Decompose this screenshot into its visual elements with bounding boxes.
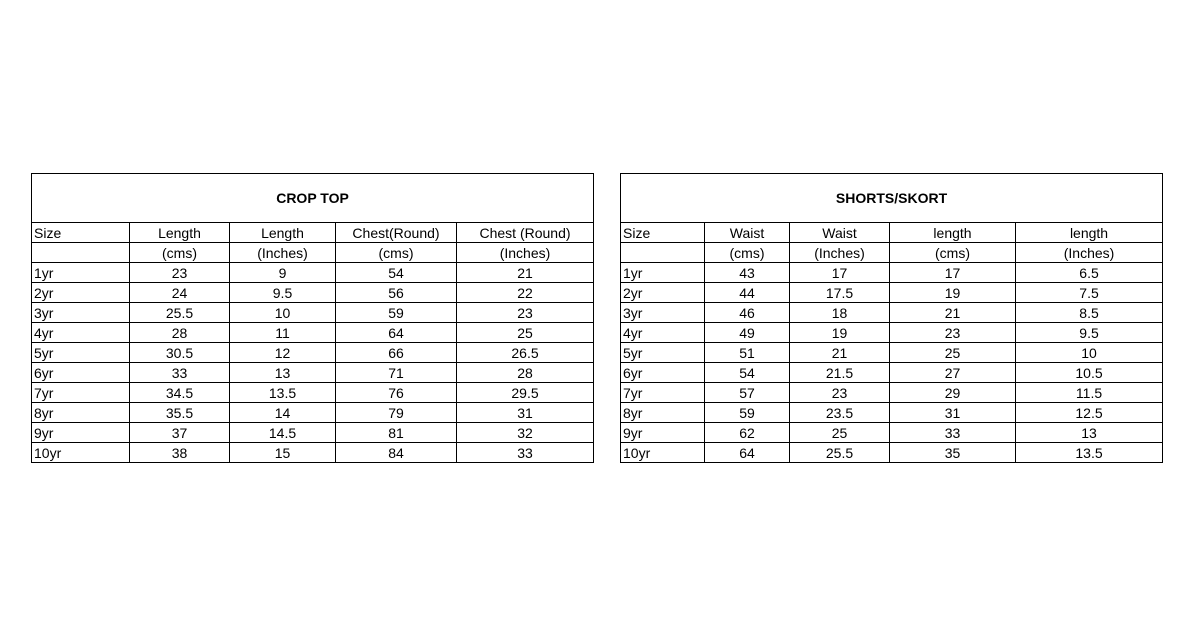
table-cell: 17	[890, 263, 1016, 283]
table-cell: 19	[790, 323, 890, 343]
header-row	[32, 223, 594, 243]
table-cell: 46	[705, 303, 790, 323]
table-cell: 8.5	[1016, 303, 1163, 323]
table-cell: 84	[336, 443, 457, 463]
table-cell: Waist	[790, 223, 890, 243]
crop-top-title: CROP TOP	[32, 174, 594, 223]
table-row	[621, 383, 1163, 403]
table-cell: 23	[890, 323, 1016, 343]
table-cell: 35	[890, 443, 1016, 463]
table-cell: 62	[705, 423, 790, 443]
table-cell: 76	[336, 383, 457, 403]
table-cell: 26.5	[457, 343, 594, 363]
table-cell: 33	[890, 423, 1016, 443]
table-cell: Chest(Round)	[336, 223, 457, 243]
table-row	[32, 363, 594, 383]
table-cell: 31	[890, 403, 1016, 423]
table-cell: (cms)	[890, 243, 1016, 263]
table-cell: 21	[790, 343, 890, 363]
header-units-row	[32, 243, 594, 263]
table-cell: 15	[230, 443, 336, 463]
table-cell: 71	[336, 363, 457, 383]
size-cell: 4yr	[32, 323, 130, 343]
size-cell: 9yr	[32, 423, 130, 443]
table-cell: (cms)	[705, 243, 790, 263]
table-row	[32, 423, 594, 443]
size-cell: 8yr	[621, 403, 705, 423]
table-cell: 59	[336, 303, 457, 323]
table-cell: 59	[705, 403, 790, 423]
table-cell: Chest (Round)	[457, 223, 594, 243]
table-cell: (cms)	[336, 243, 457, 263]
table-cell: 22	[457, 283, 594, 303]
table-row	[32, 283, 594, 303]
header-units-row	[621, 243, 1163, 263]
table-cell: 17.5	[790, 283, 890, 303]
table-cell: 10	[230, 303, 336, 323]
table-row	[621, 323, 1163, 343]
size-cell: 5yr	[621, 343, 705, 363]
table-cell: 10	[1016, 343, 1163, 363]
table-cell: 33	[457, 443, 594, 463]
table-cell: 29.5	[457, 383, 594, 403]
size-cell: 2yr	[32, 283, 130, 303]
table-cell: (Inches)	[790, 243, 890, 263]
size-cell: 2yr	[621, 283, 705, 303]
table-cell: 24	[130, 283, 230, 303]
table-cell: 34.5	[130, 383, 230, 403]
table-row	[621, 263, 1163, 283]
size-cell: 10yr	[32, 443, 130, 463]
table-cell: 9	[230, 263, 336, 283]
table-cell: 21.5	[790, 363, 890, 383]
table-cell: 10.5	[1016, 363, 1163, 383]
table-cell: 23	[790, 383, 890, 403]
table-row	[32, 263, 594, 283]
size-cell: Size	[32, 223, 130, 243]
table-cell: 31	[457, 403, 594, 423]
table-cell: 11.5	[1016, 383, 1163, 403]
shorts-skort-size-table	[620, 173, 1163, 463]
table-row	[621, 403, 1163, 423]
table-cell: 43	[705, 263, 790, 283]
size-cell: 1yr	[621, 263, 705, 283]
table-cell: 33	[130, 363, 230, 383]
table-cell: 7.5	[1016, 283, 1163, 303]
table-row	[621, 343, 1163, 363]
table-cell: 30.5	[130, 343, 230, 363]
table-cell: 44	[705, 283, 790, 303]
table-cell: 28	[130, 323, 230, 343]
table-cell: 51	[705, 343, 790, 363]
table-cell: 23.5	[790, 403, 890, 423]
table-cell: 81	[336, 423, 457, 443]
size-cell: 7yr	[32, 383, 130, 403]
table-cell: 28	[457, 363, 594, 383]
table-cell: (Inches)	[230, 243, 336, 263]
size-cell	[32, 243, 130, 263]
table-cell: 27	[890, 363, 1016, 383]
table-row	[621, 423, 1163, 443]
table-cell: Waist	[705, 223, 790, 243]
table-cell: length	[890, 223, 1016, 243]
table-cell: (Inches)	[1016, 243, 1163, 263]
table-cell: 23	[130, 263, 230, 283]
size-cell: 6yr	[32, 363, 130, 383]
size-cell: 6yr	[621, 363, 705, 383]
table-cell: 57	[705, 383, 790, 403]
table-cell: 13.5	[230, 383, 336, 403]
table-cell: 21	[890, 303, 1016, 323]
crop-top-size-table	[31, 173, 594, 463]
table-cell: 12.5	[1016, 403, 1163, 423]
header-row	[621, 223, 1163, 243]
table-cell: 25	[890, 343, 1016, 363]
table-row	[32, 403, 594, 423]
size-cell: 9yr	[621, 423, 705, 443]
size-cell	[621, 243, 705, 263]
size-cell: 10yr	[621, 443, 705, 463]
table-cell: 29	[890, 383, 1016, 403]
table-cell: 35.5	[130, 403, 230, 423]
table-row	[32, 303, 594, 323]
table-row	[32, 343, 594, 363]
table-cell: 14.5	[230, 423, 336, 443]
table-cell: 54	[705, 363, 790, 383]
table-row	[621, 363, 1163, 383]
table-cell: 17	[790, 263, 890, 283]
size-cell: 5yr	[32, 343, 130, 363]
table-cell: Length	[230, 223, 336, 243]
size-cell: 4yr	[621, 323, 705, 343]
table-cell: 19	[890, 283, 1016, 303]
table-cell: 25	[457, 323, 594, 343]
size-cell: 3yr	[32, 303, 130, 323]
table-cell: (Inches)	[457, 243, 594, 263]
size-cell: Size	[621, 223, 705, 243]
table-cell: Length	[130, 223, 230, 243]
table-cell: 49	[705, 323, 790, 343]
table-cell: 32	[457, 423, 594, 443]
table-cell: 54	[336, 263, 457, 283]
table-row	[32, 443, 594, 463]
table-row	[32, 323, 594, 343]
size-cell: 8yr	[32, 403, 130, 423]
table-row	[621, 443, 1163, 463]
table-cell: 38	[130, 443, 230, 463]
table-cell: 13	[230, 363, 336, 383]
table-cell: 6.5	[1016, 263, 1163, 283]
table-cell: 56	[336, 283, 457, 303]
size-cell: 3yr	[621, 303, 705, 323]
table-cell: 13.5	[1016, 443, 1163, 463]
table-row	[621, 283, 1163, 303]
table-cell: 9.5	[1016, 323, 1163, 343]
table-row	[32, 383, 594, 403]
table-cell: 18	[790, 303, 890, 323]
table-cell: 64	[705, 443, 790, 463]
table-cell: 25	[790, 423, 890, 443]
table-cell: length	[1016, 223, 1163, 243]
table-cell: 12	[230, 343, 336, 363]
size-cell: 1yr	[32, 263, 130, 283]
size-cell: 7yr	[621, 383, 705, 403]
shorts-skort-title: SHORTS/SKORT	[621, 174, 1163, 223]
table-row	[621, 303, 1163, 323]
table-cell: 23	[457, 303, 594, 323]
table-cell: 66	[336, 343, 457, 363]
table-cell: 25.5	[130, 303, 230, 323]
table-cell: 79	[336, 403, 457, 423]
table-cell: (cms)	[130, 243, 230, 263]
table-cell: 9.5	[230, 283, 336, 303]
table-cell: 25.5	[790, 443, 890, 463]
table-cell: 13	[1016, 423, 1163, 443]
table-cell: 11	[230, 323, 336, 343]
table-cell: 21	[457, 263, 594, 283]
table-cell: 37	[130, 423, 230, 443]
table-cell: 64	[336, 323, 457, 343]
table-cell: 14	[230, 403, 336, 423]
